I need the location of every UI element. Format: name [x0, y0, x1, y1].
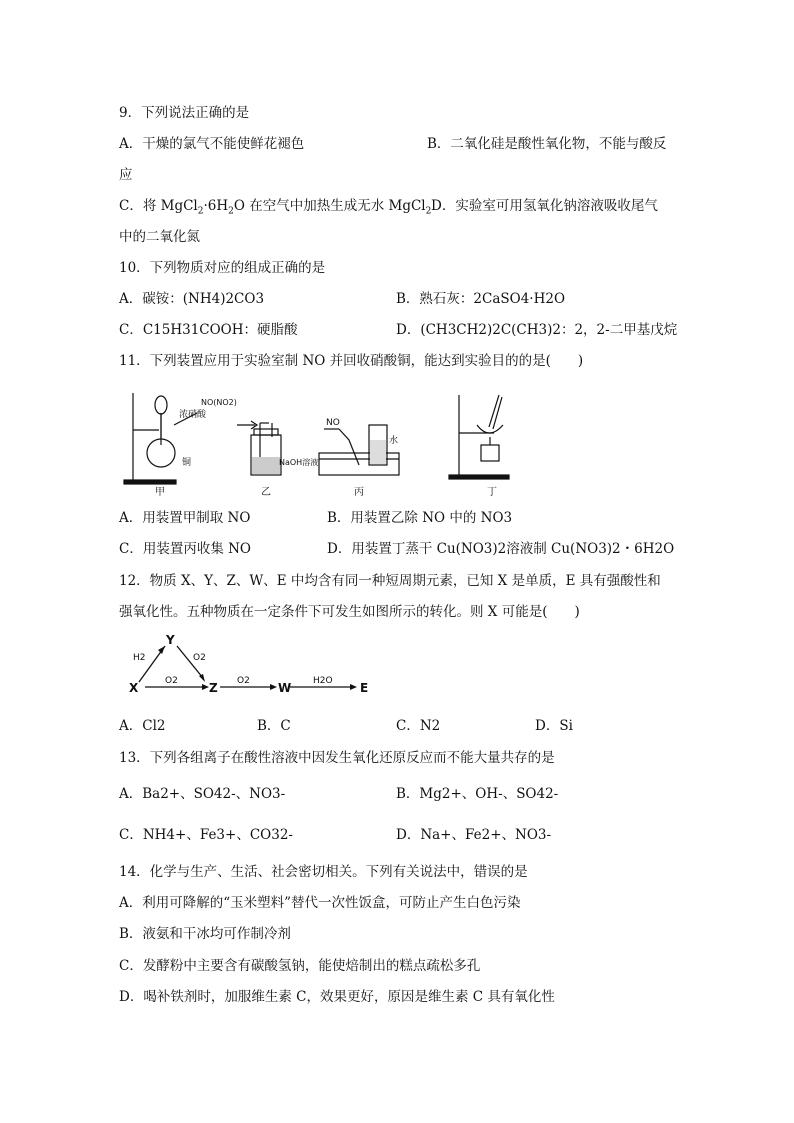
- q11-stem: 11．下列装置应用于实验室制 NO 并回收硝酸铜，能达到实验目的的是( ): [119, 353, 584, 369]
- q11-option-d: D．用装置丁蒸干 Cu(NO3)2溶液制 Cu(NO3)2・6H2O: [327, 541, 675, 557]
- apparatus-ding: [449, 395, 509, 479]
- label-bing: 丙: [354, 487, 364, 498]
- label-nitric: 浓硝酸: [179, 410, 207, 420]
- node-y: Y: [166, 633, 175, 647]
- q12-option-d: D．Si: [535, 718, 573, 734]
- q12-option-b: B．C: [257, 718, 291, 734]
- label-copper: 铜: [182, 458, 192, 468]
- q11-apparatus-figure: [119, 385, 539, 500]
- q14-option-a: A．利用可降解的“玉米塑料”替代一次性饭盒，可防止产生白色污染: [119, 895, 521, 911]
- q10-stem: 10．下列物质对应的组成正确的是: [119, 260, 326, 276]
- q9-option-d: D．实验室可用氢氧化钠溶液吸收尾气: [431, 198, 658, 214]
- q12-stem-line2: 强氧化性。五种物质在一定条件下可发生如图所示的转化。则 X 可能是( ): [119, 604, 580, 620]
- q9-option-a: A．干燥的氯气不能使鲜花褪色: [119, 136, 305, 152]
- apparatus-yi: [237, 421, 281, 475]
- q12-option-a: A．Cl2: [119, 718, 166, 734]
- q9-option-d-cont: 中的二氧化氮: [119, 229, 200, 245]
- node-w: W: [278, 681, 292, 694]
- label-h2: H2: [133, 653, 146, 663]
- q10-option-a: A．碳铵：(NH4)2CO3: [119, 291, 265, 307]
- label-naoh: NaOH溶液: [279, 458, 319, 467]
- label-no-no2: NO(NO2): [201, 398, 237, 407]
- q10-option-d: D．(CH3CH2)2C(CH3)2：2，2-二甲基戊烷: [396, 322, 678, 338]
- node-x: X: [129, 681, 139, 694]
- label-ding: 丁: [487, 487, 497, 498]
- apparatus-jia: [124, 393, 197, 484]
- q13-stem: 13．下列各组离子在酸性溶液中因发生氧化还原反应而不能大量共存的是: [119, 750, 555, 766]
- label-yi: 乙: [261, 487, 271, 498]
- q11-option-a: A．用装置甲制取 NO: [119, 510, 251, 526]
- q9-option-b-cont: 应: [119, 167, 133, 183]
- node-e: E: [360, 681, 369, 694]
- q9-option-c: C．将 $MgCl_2\cdot 6H_2O$ 在空气中加热生成无水 MgCl$_2$: [119, 198, 432, 217]
- label-o2-xz: O2: [165, 676, 178, 686]
- q14-option-c: C．发酵粉中主要含有碳酸氢钠，能使焙制出的糕点疏松多孔: [119, 958, 481, 974]
- q12-transformation-diagram: [125, 632, 385, 694]
- label-no: NO: [326, 418, 340, 428]
- label-o2-zw: O2: [237, 676, 250, 686]
- q9-option-b: B．二氧化硅是酸性氧化物，不能与酸反: [427, 136, 667, 152]
- q10-option-c: C．C15H31COOH：硬脂酸: [119, 322, 298, 338]
- q11-option-b: B．用装置乙除 NO 中的 NO3: [327, 510, 513, 526]
- q14-option-d: D．喝补铁剂时，加服维生素 C，效果更好，原因是维生素 C 具有氧化性: [119, 989, 555, 1005]
- q12-stem-line1: 12．物质 X、Y、Z、W、E 中均含有同一种短周期元素，已知 X 是单质，E 具有强酸性和: [119, 573, 661, 589]
- q9-stem: 9．下列说法正确的是: [119, 105, 250, 121]
- q13-option-a: A．Ba2+、SO42-、NO3-: [119, 786, 286, 802]
- node-z: Z: [209, 681, 218, 694]
- q13-option-c: C．NH4+、Fe3+、CO32-: [119, 827, 293, 843]
- q12-option-c: C．N2: [396, 718, 441, 734]
- label-h2o: H2O: [313, 676, 333, 686]
- q14-stem: 14．化学与生产、生活、社会密切相关。下列有关说法中，错误的是: [119, 864, 528, 880]
- apparatus-bing: [319, 425, 399, 475]
- q14-option-b: B．液氨和干冰均可作制冷剂: [119, 926, 291, 942]
- q13-option-b: B．Mg2+、OH-、SO42-: [396, 786, 559, 802]
- q10-option-b: B．熟石灰：2CaSO4·H2O: [396, 291, 566, 307]
- q11-option-c: C．用装置丙收集 NO: [119, 541, 252, 557]
- label-jia: 甲: [155, 487, 165, 498]
- q13-option-d: D．Na+、Fe2+、NO3-: [396, 827, 552, 843]
- label-water: 水: [389, 436, 399, 446]
- label-o2-yz: O2: [193, 653, 206, 663]
